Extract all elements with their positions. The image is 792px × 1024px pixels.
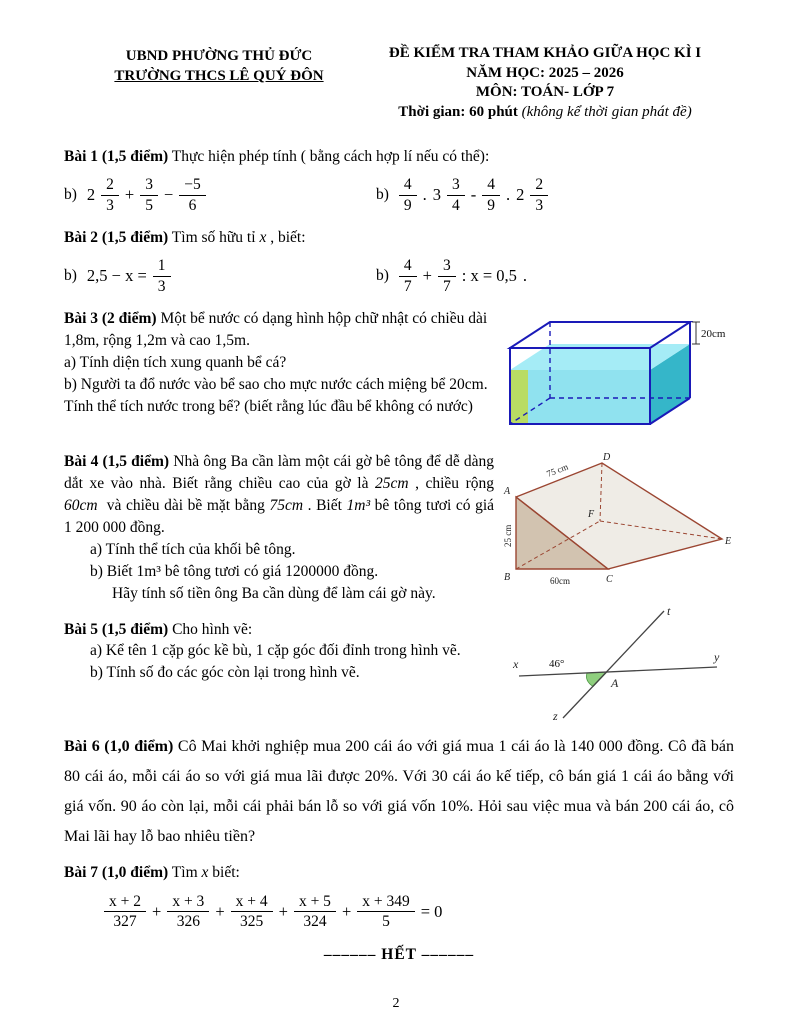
problem-2-label: Bài 2 (1,5 điểm) — [64, 229, 169, 246]
math-expression: $\frac{x + 2}{327}$ + $\frac{x + 3}{326}$ + $\frac{x + 4}{325}$ + $\frac{x + 5}{324}$ + $\frac{x + 349}{5}$ = 0 — [102, 893, 444, 930]
ramp-dim-75: 75 cm — [545, 461, 570, 479]
problem-1 — [64, 146, 734, 218]
ramp-vertex-D: D — [603, 452, 611, 463]
problem-3-label: Bài 3 (2 điểm) — [64, 310, 157, 327]
problem-3-text — [64, 308, 496, 445]
exam-year: NĂM HỌC: 2025 – 2026 — [466, 64, 624, 81]
problem-6-statement: Cô Mai khởi nghiệp mua 200 cái áo với giá mua 1 cái áo là 140 000 đồng. Cô đã bán 80 cái áo, mỗi cái áo so với giá mua lãi được 20%. Với 30 cái áo kế tiếp, cô bán giá 1 cái áo bằng với giá vốn. 90 áo còn lại, mỗi cái phải bán lỗ so với giá vốn 10%. Hỏi sau việc mua và bán 200 cái áo, cô Mai lãi hay lỗ bao nhiêu tiền? — [64, 738, 735, 845]
water-front-face — [510, 370, 650, 424]
angle-label-t: t — [667, 604, 671, 618]
problem-1-item-right — [376, 172, 550, 218]
problem-1-item-left — [64, 172, 376, 218]
header-org-line1: UBND PHƯỜNG THỦ ĐỨC — [125, 48, 313, 64]
figure-aquarium-container — [502, 308, 734, 445]
problem-4-item-b: b) Biết 1m³ bê tông tươi có giá 1200000 đồng. — [90, 563, 379, 580]
ramp-vertex-C: C — [606, 574, 613, 585]
angle-label-y: y — [714, 650, 720, 664]
angle-label-z: z — [553, 709, 558, 722]
problem-4-statement: Nhà ông Ba cần làm một cái gờ bê tông để dễ dàng dắt xe vào nhà. Biết rằng chiều cao của gờ là 25cm , chiều rộng 60cm và chiều dài bề mặt bằng 75cm . Biết 1m³ bê tông tươi có giá 1 200 000 đồng. — [64, 453, 498, 536]
header-exam-block — [356, 44, 734, 122]
exam-title: ĐỀ KIỂM TRA THAM KHẢO GIỮA HỌC KÌ I — [388, 45, 702, 61]
problem-3-item-b: b) Người ta đổ nước vào bể sao cho mực nước cách miệng bể 20cm. Tính thể tích nước trong bể? (biết rằng lúc đầu bể không có nước) — [64, 376, 488, 415]
angle-label-A: A — [611, 676, 619, 690]
ramp-vertex-B: B — [504, 572, 511, 583]
problem-2 — [64, 227, 734, 299]
problem-3-heading — [64, 308, 496, 352]
water-green-strip — [510, 370, 528, 424]
problem-2-heading — [64, 227, 734, 248]
header-org-line2: TRƯỜNG THCS LÊ QUÝ ĐÔN — [114, 68, 324, 84]
problem-6 — [64, 732, 734, 852]
math-expression: $\frac{4}{7}$ + $\frac{3}{7}$ : x = 0,5 . — [397, 257, 529, 294]
ramp-dim-60: 60cm — [550, 576, 570, 586]
problem-6-paragraph — [64, 732, 734, 852]
problem-1-heading — [64, 146, 734, 167]
figures-4-5-container — [500, 451, 734, 722]
problem-7-heading — [64, 862, 734, 883]
ramp-vertex-E: E — [725, 536, 732, 547]
exam-time-note: (không kể thời gian phát đề) — [521, 103, 692, 120]
problem-7 — [64, 862, 734, 930]
problem-6-label: Bài 6 (1,0 điểm) — [64, 738, 174, 755]
problem-7-label: Bài 7 (1,0 điểm) — [64, 864, 169, 881]
angle-label-x: x — [513, 657, 519, 671]
document-header — [64, 44, 734, 122]
problem-4-item-a: a) Tính thể tích của khối bê tông. — [90, 541, 296, 558]
exam-subject: MÔN: TOÁN- LỚP 7 — [475, 84, 615, 100]
gap-indicator — [692, 322, 700, 344]
item-prefix: b) — [376, 186, 389, 203]
item-prefix: b) — [64, 267, 77, 284]
math-expression: $\frac{4}{9}$ . 3 $\frac{3}{4}$ - $\frac{4}{9}$ . 2 $\frac{2}{3}$ — [397, 176, 550, 213]
problem-4-label: Bài 4 (1,5 điểm) — [64, 453, 170, 470]
problems-4-5-text — [64, 451, 498, 722]
concrete-ramp-figure — [500, 451, 734, 588]
line-zt — [563, 611, 664, 718]
problem-3-statement: Một bể nước có dạng hình hộp chữ nhật có chiều dài 1,8m, rộng 1,2m và cao 1,5m. — [64, 310, 488, 349]
problem-1-intro: Thực hiện phép tính ( bằng cách hợp lí nếu có thể): — [171, 148, 490, 165]
header-school-block — [64, 44, 356, 122]
page-number: 2 — [392, 996, 400, 1011]
exam-time — [356, 103, 734, 123]
problem-2-item-left — [64, 253, 376, 299]
problem-5-heading — [64, 619, 494, 640]
math-expression: 2,5 − x = $\frac{1}{3}$ — [85, 257, 173, 294]
problem-3 — [64, 308, 734, 445]
problems-4-5 — [64, 451, 734, 722]
problem-1-items — [64, 172, 734, 218]
problem-3-item-a: a) Tính diện tích xung quanh bể cá? — [64, 354, 287, 371]
angle-degree-label: 46° — [549, 658, 565, 670]
problem-2-items — [64, 253, 734, 299]
aquarium-figure — [502, 312, 732, 440]
ramp-dim-25: 25 cm — [503, 524, 513, 547]
problem-4-heading — [64, 451, 498, 539]
ramp-vertex-A: A — [504, 486, 511, 497]
problem-5-item-b: b) Tính số đo các góc còn lại trong hình vẽ. — [90, 664, 360, 681]
ramp-vertex-F: F — [588, 509, 595, 520]
problem-5-label: Bài 5 (1,5 điểm) — [64, 621, 169, 638]
aquarium-gap-label: 20cm — [701, 328, 726, 340]
math-expression: 2 $\frac{2}{3}$ + $\frac{3}{5}$ − $\frac{-5}{6}$ — [85, 176, 208, 213]
problem-7-intro: Tìm x biết: — [171, 864, 240, 881]
item-prefix: b) — [376, 267, 389, 284]
problem-1-label: Bài 1 (1,5 điểm) — [64, 148, 169, 165]
item-prefix: b) — [64, 186, 77, 203]
problem-5-intro: Cho hình vẽ: — [172, 621, 253, 638]
exam-time-bold: Thời gian: 60 phút — [398, 103, 518, 120]
problem-4-item-b2: Hãy tính số tiền ông Ba cần dùng để làm cái gờ này. — [112, 585, 436, 602]
angles-figure — [511, 604, 723, 722]
problem-2-intro: Tìm số hữu tỉ x , biết: — [171, 229, 306, 246]
problem-5-item-a: a) Kể tên 1 cặp góc kề bù, 1 cặp góc đối đỉnh trong hình vẽ. — [90, 642, 461, 659]
problem-7-equation — [102, 893, 734, 930]
end-marker: –––––– HẾT –––––– — [323, 946, 475, 964]
problem-2-item-right — [376, 253, 529, 299]
